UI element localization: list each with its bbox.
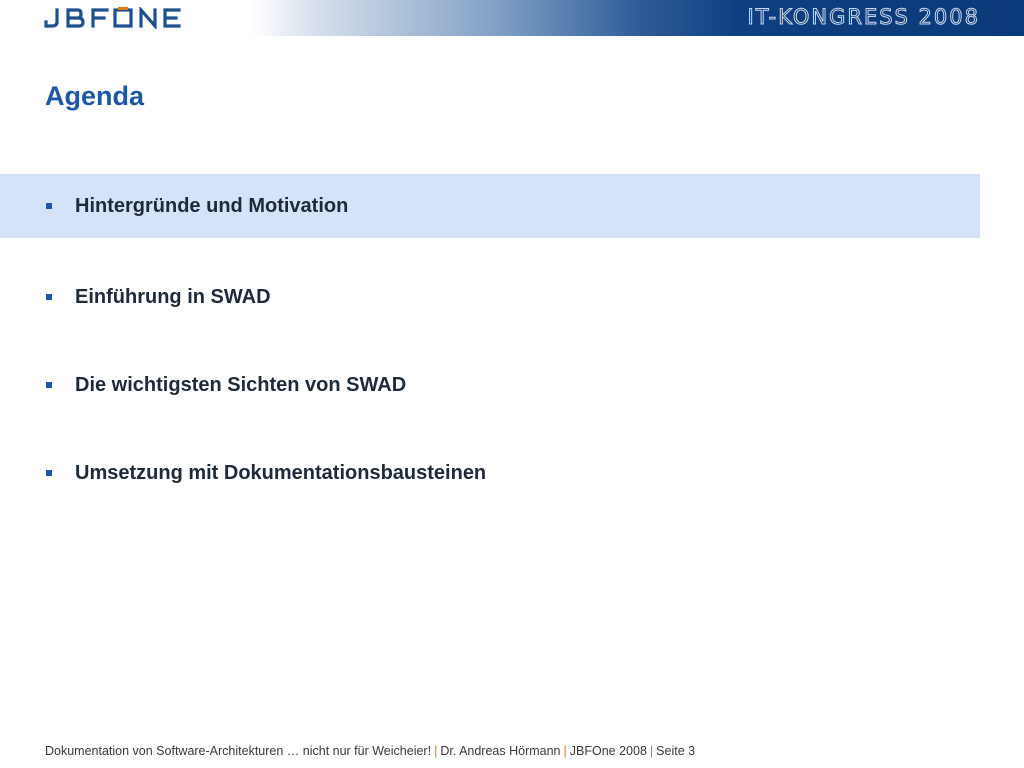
footer-separator: | <box>434 744 438 758</box>
agenda-item-label: Einführung in SWAD <box>75 285 271 308</box>
square-bullet-icon <box>46 382 52 388</box>
jbfone-logo <box>43 4 209 32</box>
agenda-item-introduction-swad <box>0 265 980 329</box>
footer-author: Dr. Andreas Hörmann <box>440 744 561 758</box>
congress-title: IT-KONGRESS 2008 <box>747 5 980 29</box>
footer-event: JBFOne 2008 <box>569 744 647 758</box>
agenda-item-implementation-building-blocks <box>0 441 980 505</box>
agenda-item-main-views-swad <box>0 353 980 417</box>
logo-graphic <box>43 7 209 29</box>
agenda-item-label: Die wichtigsten Sichten von SWAD <box>75 373 407 396</box>
agenda-item-label: Umsetzung mit Dokumentationsbausteinen <box>75 461 487 484</box>
slide-footer <box>45 744 695 758</box>
footer-separator: | <box>563 744 567 758</box>
agenda-item-label: Hintergründe und Motivation <box>75 194 349 217</box>
footer-page-number: Seite 3 <box>656 744 696 758</box>
footer-document-title: Dokumentation von Software-Architekturen … nicht nur für Weicheier! <box>45 744 432 758</box>
square-bullet-icon <box>46 203 52 209</box>
page-title: Agenda <box>45 81 145 111</box>
square-bullet-icon <box>46 294 52 300</box>
square-bullet-icon <box>46 470 52 476</box>
footer-separator: | <box>649 744 654 758</box>
agenda-item-background-motivation <box>0 174 980 238</box>
